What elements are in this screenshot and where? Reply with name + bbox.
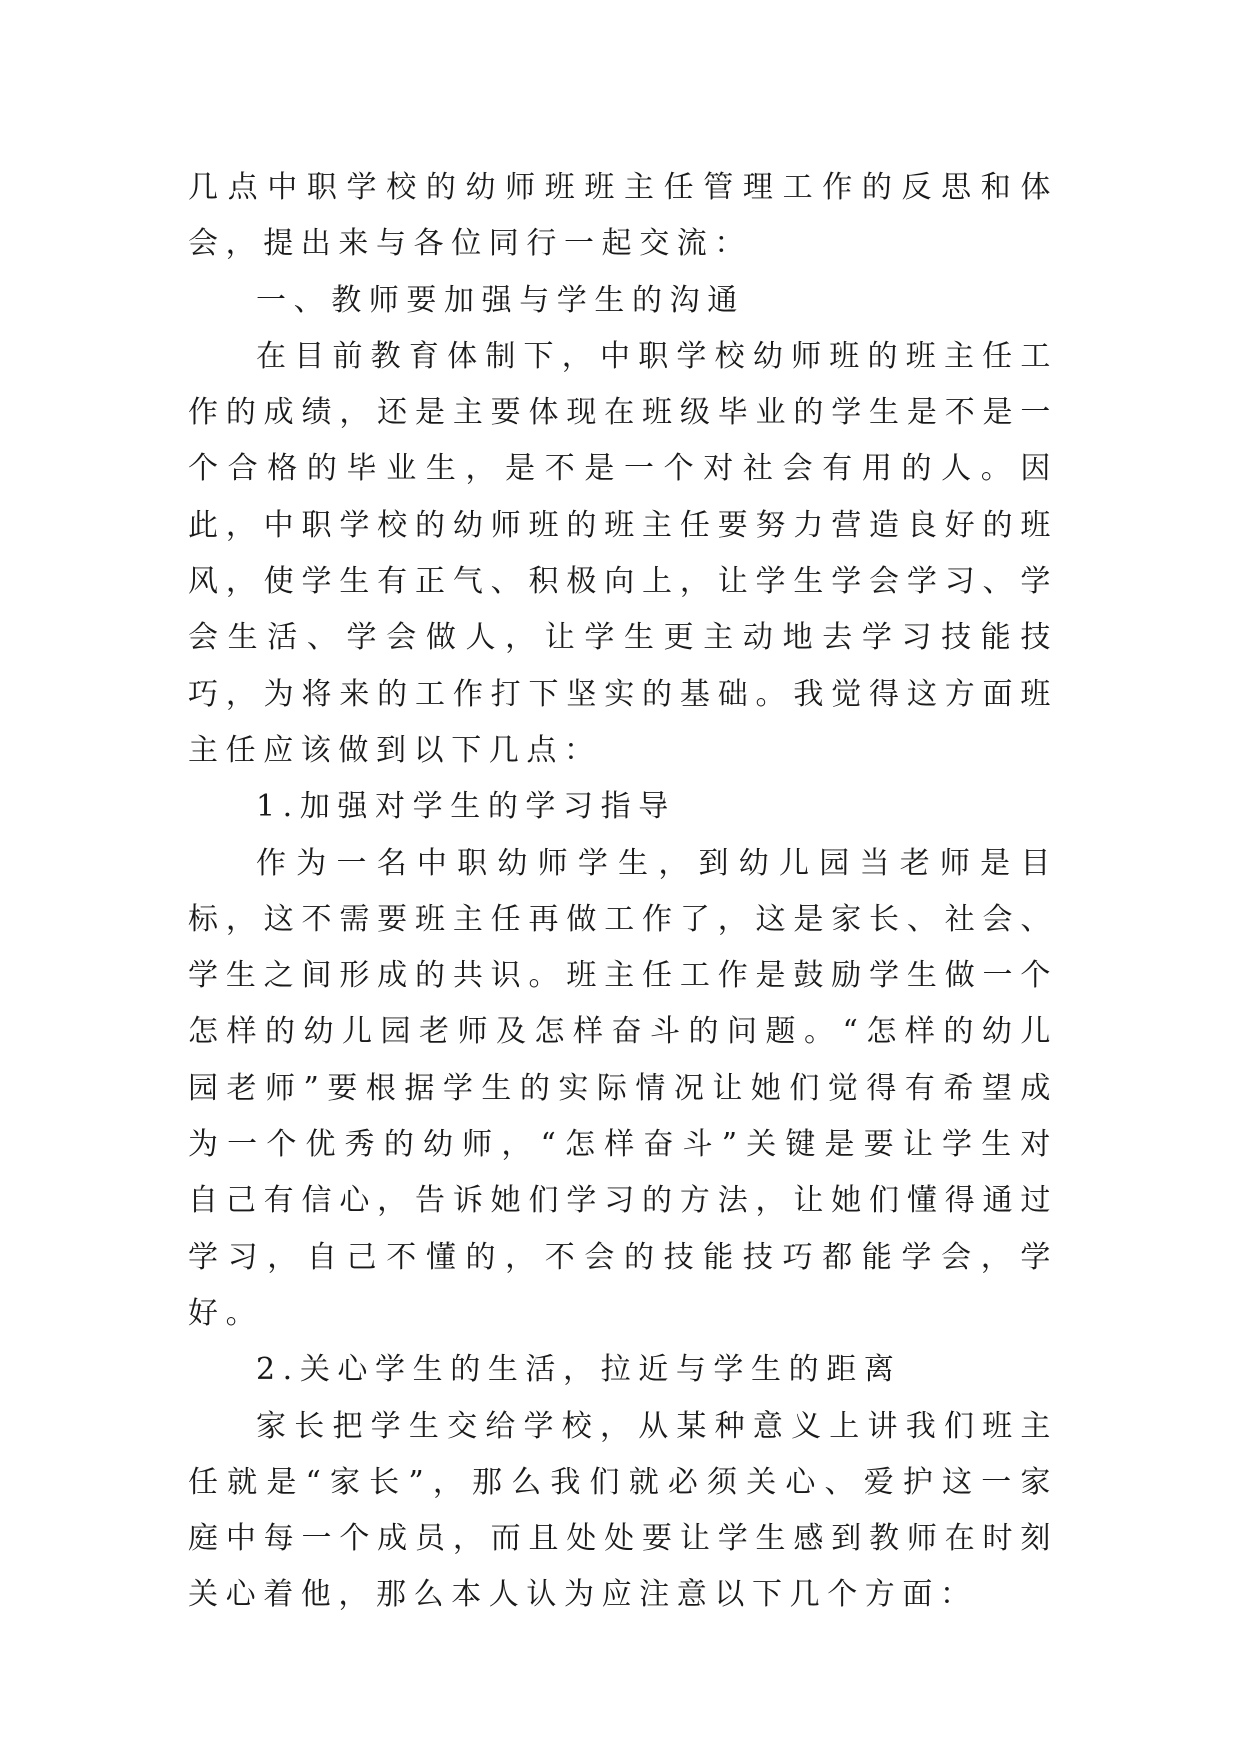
paragraph-intro: 几点中职学校的幼师班班主任管理工作的反思和体会，提出来与各位同行一起交流： bbox=[188, 170, 1058, 262]
paragraph-body: 在目前教育体制下，中职学校幼师班的班主任工作的成绩，还是主要体现在班级毕业的学生是不是一个合格的毕业生，是不是一个对社会有用的人。因此，中职学校的幼师班的班主任要努力营造良好的班风，使学生有正气、积极向上，让学生学会学习、学会生活、学会做人，让学生更主动地去学习技能技巧，为将来的工作打下坚实的基础。我觉得这方面班主任应该做到以下几点： bbox=[188, 338, 1058, 768]
section-heading-communication: 一、教师要加强与学生的沟通 bbox=[256, 282, 745, 318]
subheading-care-for-students: 2.关心学生的生活，拉近与学生的距离 bbox=[256, 1352, 902, 1388]
document-page bbox=[188, 160, 1058, 1624]
paragraph-body: 家长把学生交给学校，从某种意义上讲我们班主任就是“家长”，那么我们就必须关心、爱护这一家庭中每一个成员，而且处处要让学生感到教师在时刻关心着他，那么本人认为应注意以下几个方面： bbox=[188, 1408, 1058, 1613]
paragraph-body: 作为一名中职幼师学生，到幼儿园当老师是目标，这不需要班主任再做工作了，这是家长、社会、学生之间形成的共识。班主任工作是鼓励学生做一个怎样的幼儿园老师及怎样奋斗的问题。“怎样的幼儿园老师”要根据学生的实际情况让她们觉得有希望成为一个优秀的幼师，“怎样奋斗”关键是要让学生对自己有信心，告诉她们学习的方法，让她们懂得通过学习，自己不懂的，不会的技能技巧都能学会，学好。 bbox=[188, 845, 1058, 1331]
subheading-study-guidance: 1.加强对学生的学习指导 bbox=[256, 789, 676, 825]
